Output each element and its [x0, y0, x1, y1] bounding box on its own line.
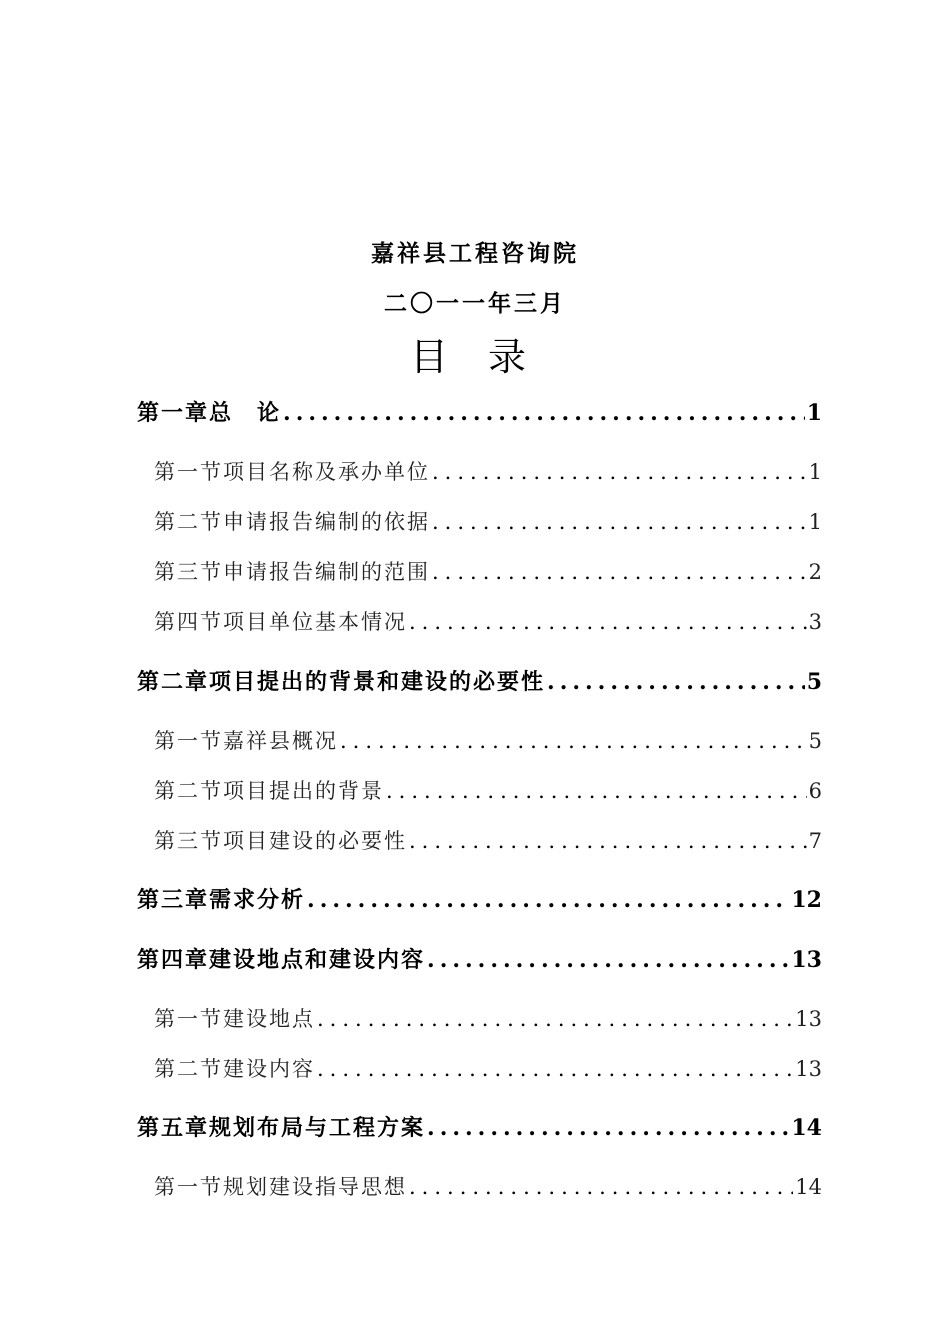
toc-section-entry[interactable] — [137, 1167, 822, 1207]
toc-page-number: 5 — [808, 729, 822, 753]
toc-entry-number: 第二章 — [137, 669, 210, 695]
toc-entry-number: 第五章 — [137, 1115, 210, 1141]
toc-section-entry[interactable] — [137, 771, 822, 811]
toc-leader-dots — [427, 1108, 789, 1148]
toc-entry-number: 第四节 — [154, 610, 223, 634]
toc-entry-title: 申请报告编制的范围 — [223, 560, 430, 584]
toc-entry-title: 项目建设的必要性 — [223, 829, 407, 853]
toc-entry-title: 项目提出的背景 — [223, 779, 384, 803]
toc-section-entry[interactable] — [137, 1049, 822, 1089]
toc-entry-title: 建设地点 — [223, 1007, 315, 1031]
toc-page-number: 14 — [795, 1175, 822, 1199]
toc-entry-number: 第一节 — [154, 729, 223, 753]
toc-entry-number: 第二节 — [154, 510, 223, 534]
toc-entry-number: 第三章 — [137, 887, 210, 913]
toc-chapter-entry[interactable] — [137, 940, 822, 980]
toc-page-number: 12 — [791, 887, 822, 913]
toc-entry-title: 规划建设指导思想 — [223, 1175, 407, 1199]
toc-entry-number: 第二节 — [154, 779, 223, 803]
toc-chapter-entry[interactable] — [137, 662, 822, 702]
toc-section-entry[interactable] — [137, 999, 822, 1039]
toc-entry-number: 第三节 — [154, 829, 223, 853]
toc-page-number: 6 — [808, 779, 822, 803]
toc-entry-title: 需求分析 — [209, 887, 306, 913]
toc-page-number: 1 — [806, 400, 822, 426]
toc-page-number: 13 — [795, 1057, 822, 1081]
toc-page-number: 13 — [791, 947, 822, 973]
toc-page-number: 2 — [808, 560, 822, 584]
toc-leader-dots — [409, 602, 807, 642]
toc-page-number: 7 — [808, 829, 822, 853]
toc-entry-title: 项目单位基本情况 — [223, 610, 407, 634]
toc-section-entry[interactable] — [137, 502, 822, 542]
toc-entry-number: 第一节 — [154, 460, 223, 484]
toc-section-entry[interactable] — [137, 602, 822, 642]
toc-entry-title: 项目名称及承办单位 — [223, 460, 430, 484]
toc-leader-dots — [386, 771, 807, 811]
toc-entry-title: 总 论 — [209, 400, 282, 426]
document-date: 二〇一一年三月 — [384, 290, 566, 317]
toc-leader-dots — [432, 502, 807, 542]
toc-chapter-entry[interactable] — [137, 880, 822, 920]
toc-leader-dots — [317, 999, 793, 1039]
toc-entry-number: 第一章 — [137, 400, 210, 426]
toc-leader-dots — [409, 821, 807, 861]
toc-entry-number: 第四章 — [137, 947, 210, 973]
toc-leader-dots — [340, 721, 807, 761]
toc-leader-dots — [283, 393, 805, 433]
toc-page-number: 13 — [795, 1007, 822, 1031]
toc-page-number: 5 — [806, 669, 822, 695]
toc-section-entry[interactable] — [137, 721, 822, 761]
toc-entry-title: 项目提出的背景和建设的必要性 — [209, 669, 546, 695]
toc-chapter-entry[interactable] — [137, 1108, 822, 1148]
organization-name: 嘉祥县工程咨询院 — [371, 240, 579, 267]
toc-entry-title: 建设地点和建设内容 — [209, 947, 426, 973]
toc-entry-title: 建设内容 — [223, 1057, 315, 1081]
toc-leader-dots — [432, 552, 807, 592]
toc-leader-dots — [409, 1167, 793, 1207]
toc-entry-title: 嘉祥县概况 — [223, 729, 338, 753]
toc-section-entry[interactable] — [137, 552, 822, 592]
toc-entry-title: 规划布局与工程方案 — [209, 1115, 426, 1141]
toc-page-number: 3 — [808, 610, 822, 634]
toc-page-number: 1 — [808, 460, 822, 484]
toc-page-number: 14 — [791, 1115, 822, 1141]
toc-entry-number: 第一节 — [154, 1007, 223, 1031]
toc-leader-dots — [307, 880, 789, 920]
toc-leader-dots — [547, 662, 805, 702]
toc-entry-title: 申请报告编制的依据 — [223, 510, 430, 534]
toc-chapter-entry[interactable] — [137, 393, 822, 433]
toc-section-entry[interactable] — [137, 821, 822, 861]
toc-title: 目 录 — [409, 335, 541, 379]
toc-entry-number: 第三节 — [154, 560, 223, 584]
toc-page-number: 1 — [808, 510, 822, 534]
toc-entry-number: 第二节 — [154, 1057, 223, 1081]
toc-entry-number: 第一节 — [154, 1175, 223, 1199]
toc-section-entry[interactable] — [137, 452, 822, 492]
toc-leader-dots — [427, 940, 789, 980]
toc-leader-dots — [317, 1049, 793, 1089]
toc-leader-dots — [432, 452, 807, 492]
